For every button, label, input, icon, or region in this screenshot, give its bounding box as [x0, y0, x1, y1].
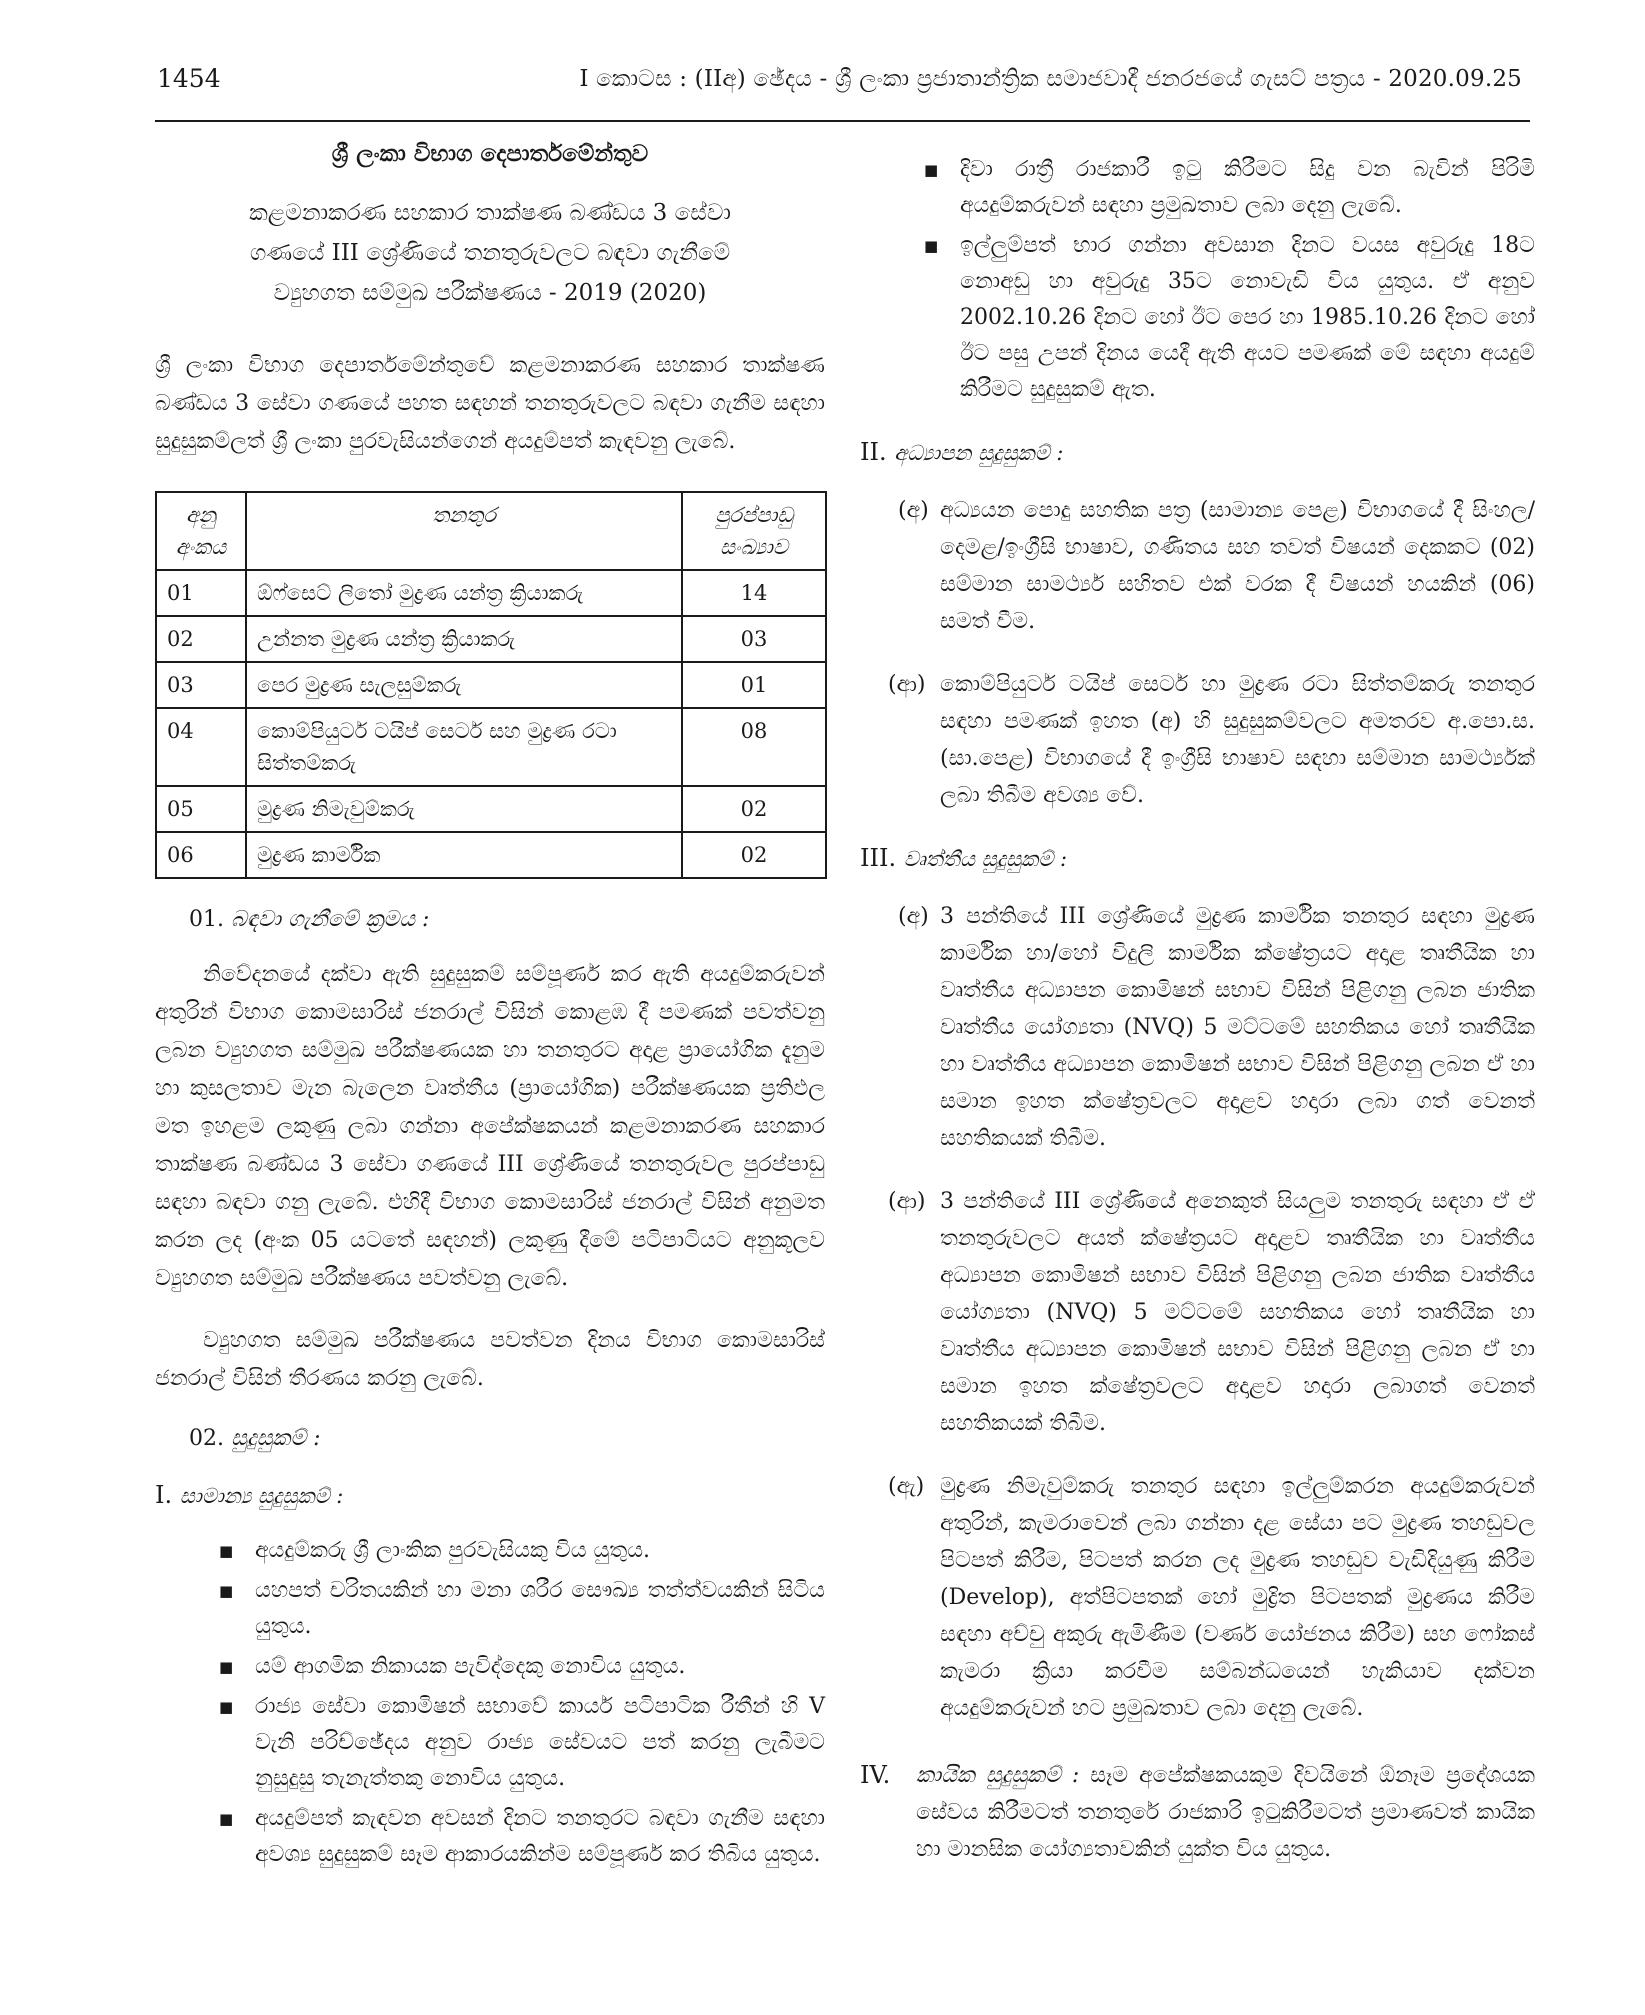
- page-number: 1454: [157, 64, 221, 93]
- section-III-heading: [860, 844, 1535, 872]
- section-01-heading: [155, 907, 825, 932]
- general-qualifications-list-cont: [860, 152, 1535, 408]
- row-vacancies: 14: [682, 570, 826, 616]
- item-text: 3 පන්තියේ III ශ්‍රේණියේ මුද්‍රණ කාර්මික තනතුර සඳහා මුද්‍රණ කාර්මික හා/හෝ විදුලි කාර්මික ක්ෂේත්‍රයට අදාළ තෘතීයික හා වෘත්තීය අධ්‍යාපන කොමිෂන් සභාව විසින් පිළිගනු ලබන ජාතික වෘත්තීය යෝග්‍යතා (NVQ) 5 මට්ටමේ සහතිකය හෝ තෘතීයික හා වෘත්තීය අධ්‍යාපන කොමිෂන් සභාව විසින් පිළිගනු ලබන ඒ හා සමාන ඉහත ක්ෂේත්‍රවලට අදාළව හදාරා ලබා ගත් වෙනත් සහතිකයක් තිබීම.: [940, 904, 1535, 1151]
- col-header-post: තනතුර: [246, 492, 682, 570]
- section-I-heading: [155, 1481, 825, 1509]
- item-label: (අ): [898, 498, 929, 523]
- row-number: 03: [156, 662, 246, 708]
- item-label: (ආ): [888, 1189, 926, 1214]
- notice-title: කළමනාකරණ සහකාර තාක්ෂණ බණ්ඩය 3 සේවා ගණයේ III ශ්‍රේණියේ තනතුරුවලට බඳවා ගැනීමේ ව්‍යුහගත සම්මුඛ පරීක්ෂණය - 2019 (2020): [249, 200, 731, 306]
- edu-item-a: [860, 492, 1535, 640]
- row-number: 01: [156, 570, 246, 616]
- section-title: වෘත්තීය සුදුසුකම් :: [903, 847, 1068, 871]
- item-text: අධ්‍යයන පොදු සහතික පත්‍ර (සාමාන්‍ය පෙළ) විභාගයේ දී සිංහල/දෙමළ/ඉංග්‍රීසි භාෂාව, ගණිතය සහ තවත් විෂයන් දෙකකට (02) සම්මාන සාමර්ථ්‍ය සහිතව එක් වරක දී විෂයන් හයකින් (06) සමත් වීම.: [940, 498, 1535, 634]
- section-title: අධ්‍යාපන සුදුසුකම් :: [894, 441, 1064, 465]
- voc-item-a: [860, 898, 1535, 1157]
- row-vacancies: 02: [682, 832, 826, 878]
- left-column: [155, 128, 825, 1877]
- list-item: ■ අයදුම්කරු ශ්‍රී ලාංකික පුරවැසියකු විය යුතුය.: [219, 1533, 825, 1569]
- section-01-paragraph-2: ව්‍යුහගත සම්මුඛ පරීක්ෂණය පවත්වන දිනය විභාග කොමසාරිස් ජනරාල් විසින් තීරණය කරනු ලැබේ.: [155, 1328, 825, 1391]
- gazette-header-title: I කොටස : (IIඅ) ඡේදය - ශ්‍රී ලංකා ප්‍රජාතාන්ත්‍රික සමාජවාදී ජනරජයේ ගැසට් පත්‍රය - 2020.09.25: [579, 66, 1522, 92]
- intro-paragraph: ශ්‍රී ලංකා විභාග දෙපාර්තමේන්තුවේ කළමනාකරණ සහකාර තාක්ෂණ බණ්ඩය 3 සේවා ගණයේ පහත සඳහන් තනතුරුවලට බඳවා ගැනීම සඳහා සුදුසුකම්ලත් ශ්‍රී ලංකා පුරවැසියන්ගෙන් අයදුම්පත් කැඳවනු ලැබේ.: [155, 353, 825, 454]
- section-number: III.: [860, 844, 897, 872]
- list-item: ■ අයදුම්පත් කැඳවන අවසන් දිනට තනතුරට බඳවා ගැනීම සඳහා අවශ්‍ය සුදුසුකම් සෑම ආකාරයකින්ම සම්පූර්ණ කර තිබිය යුතුය.: [219, 1801, 825, 1873]
- department-name: ශ්‍රී ලංකා විභාග දෙපාර්තමේන්තුව: [331, 140, 649, 167]
- edu-item-aa: [860, 666, 1535, 814]
- col-header-number: අනු අංකය: [156, 492, 246, 570]
- section-title: කායික සුදුසුකම් :: [916, 1763, 1080, 1788]
- voc-item-aa: [860, 1183, 1535, 1442]
- list-item: ■ දිවා රාත්‍රී රාජකාරී ඉටු කිරීමට සිදු වන බැවින් පිරිමි අයදුම්කරුවන් සඳහා ප්‍රමුඛතාව ලබා දෙනු ලැබේ.: [924, 152, 1535, 224]
- table-row: [156, 708, 826, 786]
- table-row: [156, 616, 826, 662]
- section-II-heading: [860, 438, 1535, 466]
- list-item: ■ රාජ්‍ය සේවා කොමිෂන් සභාවේ කාර්ය පටිපාටික රීතීන් හි V වැනි පරිච්ඡේදය අනුව රාජ්‍ය සේවයට පත් කරනු ලැබීමට නුසුදුසු තැනැත්තකු නොවිය යුතුය.: [219, 1689, 825, 1797]
- right-column: [860, 128, 1535, 1868]
- row-vacancies: 02: [682, 786, 826, 832]
- item-text: කොම්පියුටර් ටයිප් සෙටර් හා මුද්‍රණ රටා සිත්තම්කරු තනතුර සඳහා පමණක් ඉහත (අ) හි සුදුසුකම්වලට අමතරව අ.පො.ස. (සා.පෙළ) විභාගයේ දී ඉංග්‍රීසි භාෂාව සඳහා සම්මාන සාමර්ථ්‍යක් ලබා තිබීම අවශ්‍ය වේ.: [940, 672, 1535, 808]
- item-label: (අ): [898, 904, 929, 929]
- page-header: [155, 58, 1530, 122]
- section-number: 02.: [189, 1426, 224, 1451]
- row-vacancies: 08: [682, 708, 826, 786]
- general-qualifications-list: [155, 1533, 825, 1873]
- section-IV: [860, 1757, 1535, 1868]
- item-label: (ඇ): [888, 1474, 925, 1499]
- list-item: ■ යහපත් චරිතයකින් හා මනා ශරීර සෞඛ්‍ය තත්ත්වයකින් සිටිය යුතුය.: [219, 1573, 825, 1645]
- section-number: II.: [860, 438, 887, 466]
- section-number: 01.: [189, 907, 224, 932]
- item-text: මුද්‍රණ නිමැවුම්කරු තනතුර සඳහා ඉල්ලුම්කරන අයදුම්කරුවන් අතුරින්, කැමරාවෙන් ලබා ගන්නා දළ සේයා පට මුද්‍රණ තහඩුවල පිටපත් කිරීම, පිටපත් කරන ලද මුද්‍රණ තහඩුව වැඩිදියුණු කිරීම (Develop), අත්පිටපතක් හෝ මුද්‍රිත පිටපතක් මුද්‍රණය කිරීම සඳහා අච්චු අකුරු ඇමිණීම (වර්ණ යෝජනය කිරීම) සහ ෆෝකස් කැමරා ක්‍රියා කරවීම සම්බන්ධයෙන් හැකියාව දක්වන අයදුම්කරුවන් හට ප්‍රමුඛතාව ලබා දෙනු ලැබේ.: [940, 1474, 1535, 1721]
- item-text: 3 පන්තියේ III ශ්‍රේණියේ අනෙකුත් සියලුම තනතුරු සඳහා ඒ ඒ තනතුරුවලට අයත් ක්ෂේත්‍රයට අදාළව තෘතීයික හා වෘත්තීය අධ්‍යාපන කොමිෂන් සභාව විසින් පිළිගනු ලබන ජාතික වෘත්තීය යෝග්‍යතා (NVQ) 5 මට්ටමේ සහතිකය හෝ තෘතීයික හා වෘත්තීය අධ්‍යාපන කොමිෂන් සභාව විසින් පිළිගනු ලබන ඒ හා සමාන ඉහත ක්ෂේත්‍රවලට අදාළව හදාරා ලබාගත් වෙනත් සහතිකයක් තිබීම.: [940, 1189, 1535, 1436]
- row-vacancies: 01: [682, 662, 826, 708]
- table-row: [156, 570, 826, 616]
- row-post: පෙර මුද්‍රණ සැලසුම්කරු: [246, 662, 682, 708]
- section-title: සාමාන්‍ය සුදුසුකම් :: [179, 1484, 344, 1508]
- section-01-paragraph-1: නිවේදනයේ දක්වා ඇති සුදුසුකම් සම්පූර්ණ කර ඇති අයදුම්කරුවන් අතුරින් විභාග කොමසාරිස් ජනරාල් විසින් කොළඹ දී පමණක් පවත්වනු ලබන ව්‍යුහගත සම්මුඛ පරීක්ෂණයක හා තනතුරට අදාළ ප්‍රායෝගික දැනුම හා කුසලතාව මැන බැලෙන වෘත්තීය (ප්‍රායෝගික) පරීක්ෂණයක ප්‍රතිඵල මත ඉහළම ලකුණු ලබා ගන්නා අපේක්ෂකයන් කළමනාකරණ සහකාර තාක්ෂණ බණ්ඩය 3 සේවා ගණයේ III ශ්‍රේණියේ තනතුරුවල පුරප්පාඩු සඳහා බඳවා ගනු ලැබේ. එහිදී විභාග කොමසාරිස් ජනරාල් විසින් අනුමත කරන ලද (අංක 05 යටතේ සඳහන්) ලකුණු දීමේ පටිපාටියට අනුකූලව ව්‍යුහගත සම්මුඛ පරීක්ෂණය පවත්වනු ලැබේ.: [155, 962, 825, 1291]
- list-item: ■ ඉල්ලුම්පත් භාර ගන්නා අවසාන දිනට වයස අවුරුදු 18ට නොඅඩු හා අවුරුදු 35ට නොවැඩි විය යුතුය. ඒ අනුව 2002.10.26 දිනට හෝ ඊට පෙර හා 1985.10.26 දිනට හෝ ඊට පසු උපන් දිනය යෙදී ඇති අයට පමණක් මේ සඳහා අයදුම් කිරීමට සුදුසුකම් ඇත.: [924, 228, 1535, 408]
- item-label: (ආ): [888, 672, 926, 697]
- section-IV-text: සෑම අපේක්ෂකයකුම දිවයිනේ ඕනෑම ප්‍රදේශයක සේවය කිරීමටත් තනතුරේ රාජකාරි ඉටුකිරීමටත් ප්‍රමාණවත් කායික හා මානසික යෝග්‍යතාවකින් යුක්ත විය යුතුය.: [916, 1763, 1535, 1862]
- list-item: ■ යම් ආගමික නිකායක පැවිද්දෙකු නොවිය යුතුය.: [219, 1649, 825, 1685]
- row-number: 02: [156, 616, 246, 662]
- row-number: 04: [156, 708, 246, 786]
- table-row: [156, 832, 826, 878]
- section-number: I.: [155, 1481, 173, 1509]
- voc-item-ae: [860, 1468, 1535, 1727]
- table-header-row: [156, 492, 826, 570]
- row-post: උන්නත මුද්‍රණ යන්ත්‍ර ක්‍රියාකරු: [246, 616, 682, 662]
- row-vacancies: 03: [682, 616, 826, 662]
- section-title: සුදුසුකම් :: [231, 1426, 321, 1451]
- row-number: 05: [156, 786, 246, 832]
- row-post: ඕෆ්සෙට් ලිතෝ මුද්‍රණ යන්ත්‍ර ක්‍රියාකරු: [246, 570, 682, 616]
- section-title: බඳවා ගැනීමේ ක්‍රමය :: [231, 907, 430, 932]
- vacancy-table: [155, 491, 827, 879]
- table-row: [156, 662, 826, 708]
- col-header-vacancies: පුරප්පාඩු සංඛ්‍යාව: [682, 492, 826, 570]
- section-02-heading: [155, 1426, 825, 1451]
- row-post: මුද්‍රණ කාර්මික: [246, 832, 682, 878]
- section-number: IV.: [860, 1761, 891, 1789]
- row-number: 06: [156, 832, 246, 878]
- table-row: [156, 786, 826, 832]
- row-post: මුද්‍රණ නිමැවුම්කරු: [246, 786, 682, 832]
- row-post: කොම්පියුටර් ටයිප් සෙටර් සහ මුද්‍රණ රටා සිත්තම්කරු: [246, 708, 682, 786]
